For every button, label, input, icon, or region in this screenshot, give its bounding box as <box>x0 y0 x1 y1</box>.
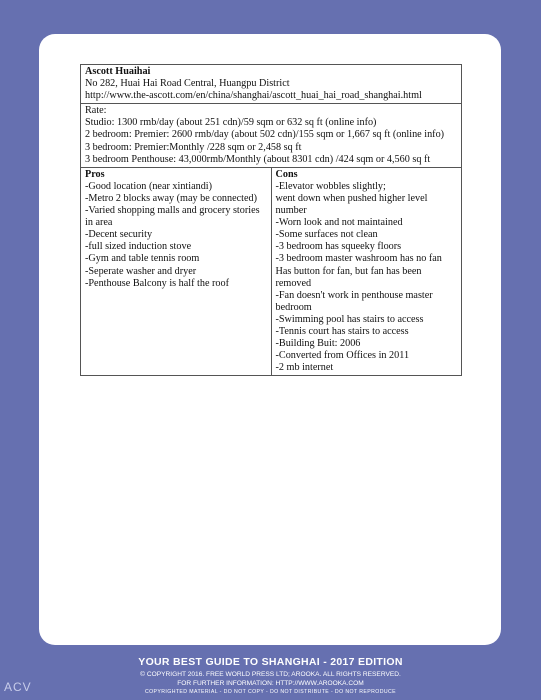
pros-item: -Metro 2 blocks away (may be connected) <box>85 192 257 204</box>
hotel-address: No 282, Huai Hai Road Central, Huangpu District <box>85 78 290 90</box>
pros-item: -full sized induction stove <box>85 241 192 253</box>
cons-item: -Converted from Offices in 2011 <box>275 350 410 362</box>
cons-item: -3 bedroom has squeeky floors <box>275 241 402 253</box>
pros-item: -Gym and table tennis room <box>85 253 200 265</box>
document-page <box>39 34 501 645</box>
footer-title: YOUR BEST GUIDE TO SHANGHAI - 2017 EDITION <box>138 656 403 668</box>
rate-item: 3 bedroom: Premier:Monthly /228 sqm or 2,458 sq ft <box>85 141 302 153</box>
cons-cell <box>271 167 462 376</box>
pros-item: -Varied shopping malls and grocery stories in area <box>85 205 260 229</box>
watermark-acv: ACV <box>4 680 32 694</box>
footer-info: FOR FURTHER INFORMATION: HTTP://WWW.AROOKA.COM <box>177 680 364 687</box>
hotel-name: Ascott Huaihai <box>85 66 151 77</box>
rate-item: 3 bedroom Penthouse: 43,000rmb/Monthly (about 8301 cdn) /424 sqm or 4,560 sq ft <box>85 153 431 165</box>
rates-cell <box>81 104 462 167</box>
cons-item: -Elevator wobbles slightly; <box>275 180 386 192</box>
cons-item: -Tennis court has stairs to access <box>275 325 409 337</box>
hotel-url: http://www.the-ascott.com/en/china/shanghai/ascott_huai_hai_road_shanghai.html <box>85 90 422 102</box>
rates-row <box>81 104 462 167</box>
cons-item: -Worn look and not maintained <box>275 217 403 229</box>
cons-item: -Swimming pool has stairs to access <box>275 313 424 325</box>
cons-item: -2 mb internet <box>275 362 334 374</box>
pros-cell <box>81 167 272 376</box>
pros-item: -Good location (near xintiandi) <box>85 180 213 192</box>
hotel-header-row <box>81 65 462 104</box>
cons-item: -Some surfaces not clean <box>275 229 378 241</box>
cons-item: -Fan doesn't work in penthouse master bedroom <box>275 289 433 313</box>
pros-item: -Seperate washer and dryer <box>85 265 197 277</box>
footer-notice: COPYRIGHTED MATERIAL - DO NOT COPY - DO NOT DISTRIBUTE - DO NOT REPRODUCE <box>144 689 397 695</box>
pros-item: -Penthouse Balcony is half the roof <box>85 277 230 289</box>
rate-item: Studio: 1300 rmb/day (about 251 cdn)/59 sqm or 632 sq ft (online info) <box>85 117 377 129</box>
rate-item: 2 bedroom: Premier: 2600 rmb/day (about 502 cdn)/155 sqm or 1,667 sq ft (online info) <box>85 129 445 141</box>
pros-cons-row <box>81 167 462 376</box>
pros-header: Pros <box>85 168 105 180</box>
cons-item: -3 bedroom master washroom has no fan <box>275 253 442 265</box>
hotel-info-table <box>80 64 462 376</box>
footer-copyright: © COPYRIGHT 2016. FREE WORLD PRESS LTD; AROOKA. ALL RIGHTS RESERVED. <box>140 671 401 678</box>
cons-item: went down when pushed higher level number <box>275 192 428 217</box>
pros-item: -Decent security <box>85 229 153 241</box>
cons-item: Has button for fan, but fan has been removed <box>275 265 422 289</box>
cons-header: Cons <box>275 168 298 180</box>
rates-label: Rate: <box>85 105 107 117</box>
cons-item: -Building Buit: 2006 <box>275 338 361 350</box>
hotel-header-cell <box>81 65 462 104</box>
